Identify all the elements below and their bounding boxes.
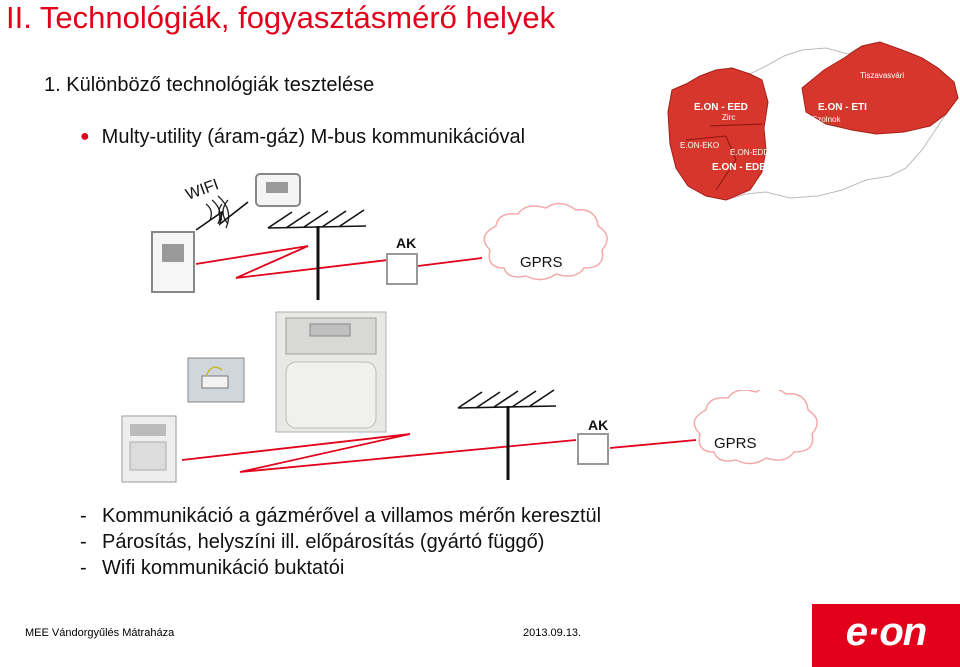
eon-logo — [812, 604, 960, 667]
map-region-label: E.ON - EDE — [712, 162, 766, 173]
lower-diagram — [110, 310, 610, 488]
notes-list — [80, 503, 601, 581]
bullet-item — [80, 126, 525, 149]
ak-label: AK — [588, 417, 609, 433]
lower-link-right — [570, 390, 960, 490]
slide-subtitle: 1. Különböző technológiák tesztelése — [44, 74, 375, 96]
gateway-module-photo — [188, 358, 244, 402]
gas-meter-small-icon — [256, 174, 300, 206]
map-region-label: E.ON - ETI — [818, 102, 867, 113]
footer-date: 2013.09.13. — [523, 627, 582, 639]
wireless-link-line — [196, 202, 248, 230]
antenna-icon — [458, 390, 556, 480]
ak-gprs-link — [418, 258, 482, 266]
ak-gprs-link — [610, 440, 696, 448]
gprs-cloud-icon — [694, 390, 817, 464]
hungary-map — [666, 40, 960, 202]
gprs-label: GPRS — [714, 435, 757, 452]
ak-box — [387, 254, 417, 284]
note-item: - Kommunikáció a gázmérővel a villamos mérőn keresztül — [80, 505, 602, 527]
radio-link-zigzag — [182, 434, 576, 472]
map-region-label: Zirc — [722, 113, 736, 122]
note-item: - Wifi kommunikáció buktatói — [80, 557, 345, 579]
map-west-region — [668, 68, 768, 200]
electric-meter-icon — [152, 232, 194, 292]
note-item: - Párosítás, helyszíni ill. előpárosítás (gyártó függő) — [80, 531, 545, 553]
map-region-label: Tiszavasvári — [860, 71, 905, 80]
electric-meter-photo — [122, 416, 176, 482]
bullet-text: Multy-utility (áram-gáz) M-bus kommunikációval — [101, 126, 526, 148]
antenna-icon — [268, 210, 366, 300]
gas-meter-photo — [276, 312, 386, 432]
map-region-label: Szolnok — [812, 115, 841, 124]
footer-event: MEE Vándorgyűlés Mátraháza — [25, 627, 175, 639]
ak-box — [578, 434, 608, 464]
wifi-signal-icon — [206, 196, 229, 228]
gprs-label: GPRS — [520, 254, 563, 271]
radio-link-zigzag — [196, 246, 388, 278]
eon-logo-text: e·on — [845, 610, 927, 654]
map-region-label: E.ON-EKO — [680, 141, 720, 150]
map-region-label: E.ON - EED — [694, 102, 748, 113]
slide-title: II. Technológiák, fogyasztásmérő helyek — [6, 0, 556, 35]
map-region-label: E.ON-EDD — [730, 148, 770, 157]
upper-diagram — [140, 160, 620, 310]
bullet-dot-icon: ● — [80, 128, 90, 145]
wifi-label: WIFI — [183, 176, 222, 204]
ak-label: AK — [396, 235, 417, 251]
